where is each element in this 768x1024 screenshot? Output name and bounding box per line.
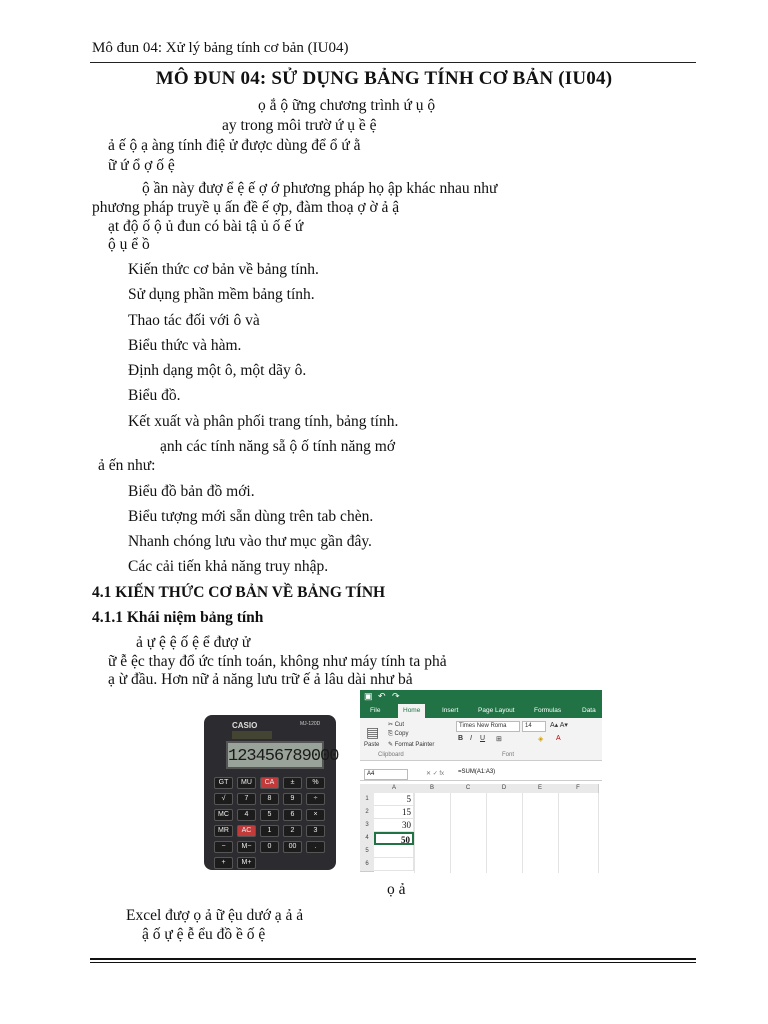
cell-a2[interactable]: 15 (374, 806, 414, 819)
para2-line-4: ộ ụ ể ồ (108, 236, 150, 253)
italic-button[interactable]: I (470, 735, 472, 742)
intro-line-4: ữ ứ ổ ợ ố ệ (108, 157, 175, 174)
calculator-key: 5 (260, 809, 279, 821)
format-painter-label: Format Painter (394, 742, 435, 748)
para2-line-1: ộ ần này đượ ể ệ ế ợ ớ phương pháp họ ập khác nhau như (142, 180, 498, 197)
formula-bar (360, 768, 602, 781)
scissors-icon: ✂ (388, 722, 395, 728)
figure-caption: ọ ả (387, 881, 406, 898)
cut-label: Cut (394, 722, 405, 728)
grid-line (486, 793, 487, 873)
calculator-key: 4 (237, 809, 256, 821)
para3-line-2: ả ến như: (98, 457, 156, 474)
row-header[interactable]: 2 (360, 806, 374, 820)
calculator-key: . (306, 841, 325, 853)
calculator-model: MJ-120D (300, 721, 321, 727)
row-header[interactable]: 4 (360, 832, 374, 846)
underline-button[interactable]: U (480, 735, 486, 742)
excel-title-bar (360, 690, 602, 704)
calculator-key: % (306, 777, 325, 789)
para3-line-1: ạnh các tính năng sẵ ộ ố tính năng mớ (160, 438, 396, 455)
font-size-value: 14 (525, 723, 532, 729)
font-size-select[interactable] (522, 721, 546, 732)
calculator-image (186, 711, 340, 871)
tab-page-layout[interactable]: Page Layout (478, 707, 515, 714)
row-header[interactable]: 3 (360, 819, 374, 833)
calculator-key: MR (214, 825, 233, 837)
column-header[interactable]: D (486, 784, 523, 793)
list-item: Biểu thức và hàm. (128, 337, 242, 354)
list-item: Biểu đồ bản đồ mới. (128, 483, 255, 500)
calculator-key: 8 (260, 793, 279, 805)
column-header[interactable]: F (558, 784, 599, 793)
calculator-key: M− (237, 841, 256, 853)
intro-line-3: ả ế ộ ạ àng tính điệ ử được dùng để ổ ứ ằ (108, 137, 361, 154)
para2-line-2: phương pháp truyề ụ ấn đề ế ợp, đàm thoạ ợ ờ ả ậ (92, 199, 400, 216)
page-title: MÔ ĐUN 04: SỬ DỤNG BẢNG TÍNH CƠ BẢN (IU04) (155, 68, 613, 89)
para5-line-1: Excel đượ ọ ả ữ ệu dướ ạ ả ả (126, 907, 304, 924)
calculator-display: 123456789000 (226, 741, 324, 769)
tab-home[interactable]: Home (398, 704, 425, 718)
borders-icon[interactable]: ⊞ (496, 736, 502, 743)
fill-color-icon[interactable]: ◈ (538, 736, 544, 743)
calculator-key: 7 (237, 793, 256, 805)
grow-font-icon[interactable]: A▴ A▾ (550, 722, 568, 729)
calculator-key: M+ (237, 857, 256, 869)
list-item: Nhanh chóng lưu vào thư mục gần đây. (128, 533, 372, 550)
para2-line-3: ạt độ ố ộ ủ đun có bài tậ ủ ố ế ứ (108, 218, 304, 235)
calculator-key: − (214, 841, 233, 853)
section-heading: 4.1 KIẾN THỨC CƠ BẢN VỀ BẢNG TÍNH (92, 584, 386, 601)
cell-a5[interactable] (374, 845, 414, 858)
cell-a3[interactable]: 30 (374, 819, 414, 832)
calculator-key: MC (214, 809, 233, 821)
tab-insert[interactable]: Insert (442, 707, 459, 714)
formula-input[interactable]: =SUM(A1:A3) (458, 769, 496, 775)
calculator-key: + (214, 857, 233, 869)
list-item: Kiến thức cơ bản về bảng tính. (128, 261, 319, 278)
intro-line-2: ay trong môi trườ ứ ụ ề ệ (222, 117, 377, 134)
row-header[interactable]: 6 (360, 858, 374, 872)
column-header[interactable]: C (450, 784, 487, 793)
column-header[interactable]: B (414, 784, 451, 793)
tab-file[interactable]: File (370, 707, 381, 714)
calculator-key: 00 (283, 841, 302, 853)
list-item: Các cải tiến khả năng truy nhập. (128, 558, 329, 575)
grid-line (450, 793, 451, 873)
column-header[interactable]: A (374, 784, 415, 793)
font-group-label: Font (502, 752, 515, 758)
solar-panel (232, 731, 272, 739)
list-item: Biểu đồ. (128, 387, 181, 404)
copy-label: Copy (394, 731, 409, 737)
copy-button[interactable] (388, 731, 408, 738)
grid-line (414, 793, 415, 873)
format-painter-button[interactable] (388, 741, 434, 748)
row-header[interactable]: 5 (360, 845, 374, 859)
column-header[interactable]: E (522, 784, 559, 793)
copy-icon: ⎘ (388, 731, 395, 737)
font-color-icon[interactable]: A (556, 735, 561, 742)
calculator-key: ± (283, 777, 302, 789)
name-box[interactable]: A4 (364, 769, 408, 780)
fx-icon: ✕ ✓ fx (426, 771, 445, 777)
calculator-key: MU (237, 777, 256, 789)
calculator-key: 1 (260, 825, 279, 837)
subsection-heading: 4.1.1 Khái niệm bảng tính (92, 609, 264, 626)
row-header[interactable]: 1 (360, 793, 374, 807)
calculator-key: 6 (283, 809, 302, 821)
cell-a1[interactable]: 5 (374, 793, 414, 806)
grid-corner[interactable] (360, 784, 375, 793)
calculator-key: 0 (260, 841, 279, 853)
footer-rule-thin (90, 962, 696, 963)
clipboard-group-label: Clipboard (378, 752, 404, 758)
para4-line-2: ữ ễ ệc thay đổ ức tính toán, không như máy tính ta phả (108, 653, 447, 670)
calculator-key: × (306, 809, 325, 821)
ribbon (360, 718, 602, 761)
list-item: Biểu tượng mới sẵn dùng trên tab chèn. (128, 508, 374, 525)
grid-line (522, 793, 523, 873)
font-name-select[interactable] (456, 721, 520, 732)
redo-icon: ↷ (392, 691, 400, 701)
list-item: Định dạng một ô, một dãy ô. (128, 362, 307, 379)
grid-line (598, 793, 599, 873)
intro-line-1: ọ ắ ộ ững chương trình ứ ụ ộ (258, 97, 436, 114)
list-item: Kết xuất và phân phối trang tính, bảng tính. (128, 413, 399, 430)
footer-rule-thick (90, 958, 696, 960)
paste-icon[interactable]: ▤ (366, 724, 380, 740)
bold-button[interactable]: B (458, 735, 464, 742)
excel-screenshot (360, 690, 602, 874)
cut-button[interactable] (388, 721, 404, 728)
calculator-key: AC (237, 825, 256, 837)
cell-a6[interactable] (374, 858, 414, 871)
undo-icon: ↶ (378, 691, 386, 701)
para4-line-3: ạ ừ đầu. Hơn nữ ả năng lưu trữ ế ả lâu dài như bả (108, 671, 413, 688)
font-name-value: Times New Roma (459, 723, 507, 729)
save-icon: ▣ (364, 691, 373, 701)
calculator-key: CA (260, 777, 279, 789)
header-rule (90, 62, 696, 63)
calculator-body (204, 715, 339, 870)
para4-line-1: ả ự ệ ệ ố ệ ể đượ ử (136, 634, 251, 651)
list-item: Thao tác đối với ô và (128, 312, 260, 329)
tab-data[interactable]: Data (582, 707, 596, 714)
calculator-key: 2 (283, 825, 302, 837)
calculator-key: GT (214, 777, 233, 789)
calculator-key: √ (214, 793, 233, 805)
list-item: Sử dụng phần mềm bảng tính. (128, 286, 315, 303)
para5-line-2: ậ ố ự ệ ễ ểu đồ ề ố ệ (142, 926, 266, 943)
calculator-key: 3 (306, 825, 325, 837)
grid-line (558, 793, 559, 873)
brush-icon: ✎ (388, 742, 395, 748)
ribbon-tabs (360, 704, 602, 718)
tab-formulas[interactable]: Formulas (534, 707, 562, 714)
cell-a4[interactable]: 50 (374, 832, 414, 845)
calculator-key: ÷ (306, 793, 325, 805)
paste-button[interactable]: Paste (364, 742, 380, 748)
calculator-key: 9 (283, 793, 302, 805)
running-header: Mô đun 04: Xử lý bảng tính cơ bản (IU04) (92, 40, 349, 56)
calculator-brand: CASIO (232, 721, 258, 730)
